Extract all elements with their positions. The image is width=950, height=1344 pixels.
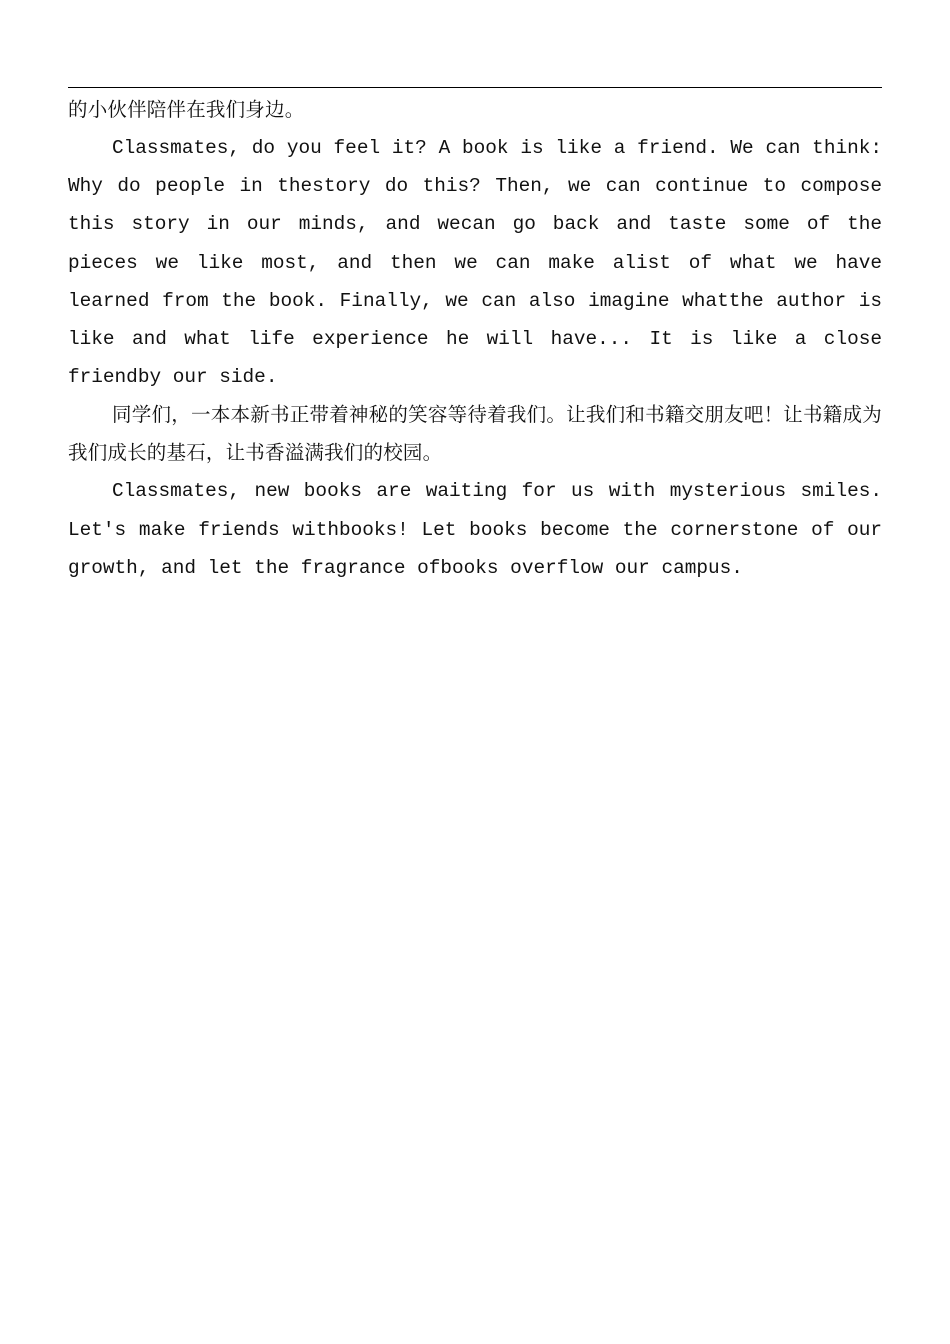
document-body [68, 91, 882, 587]
paragraph-chinese-continuation: 的小伙伴陪伴在我们身边。 [68, 98, 305, 121]
paragraph-chinese-new-books: 同学们，一本本新书正带着神秘的笑容等待着我们。让我们和书籍交朋友吧！让书籍成为我们成长的基石，让书香溢满我们的校园。 [68, 403, 882, 465]
paragraph-english-new-books: Classmates, new books are waiting for us with mysterious smiles. Let's make friends withbooks! Let books become the cornerstone of our growth, and let the fragrance ofbooks overflow our campus. [68, 480, 882, 579]
header-rule [68, 87, 882, 88]
paragraph-english-book-friend: Classmates, do you feel it? A book is like a friend. We can think: Why do people in thestory do this? Then, we can continue to compose this story in our minds, and wecan go back and taste some of the pieces we like most, and then we can make alist of what we have learned from the book. Finally, we can also imagine whatthe author is like and what life experience he will have... It is like a close friendby our side. [68, 137, 882, 389]
